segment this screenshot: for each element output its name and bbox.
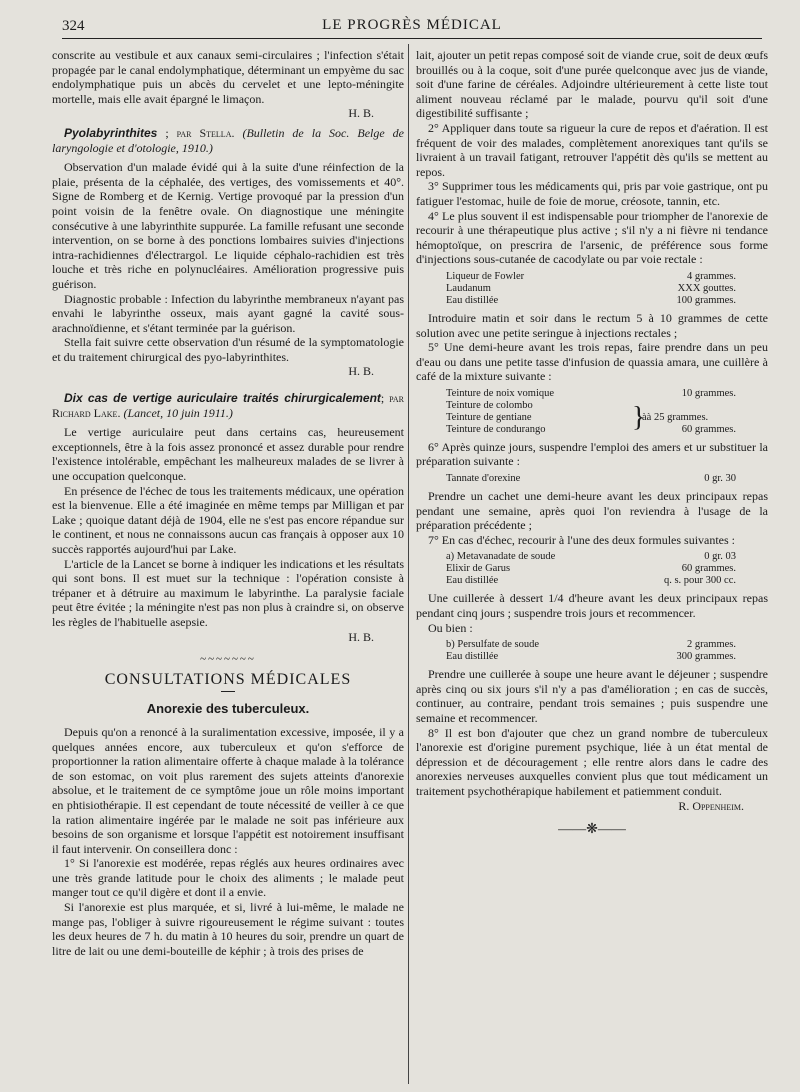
prescription-line: Elixir de Garus 60 grammes.: [446, 563, 736, 575]
prescription-formula: [446, 473, 736, 485]
prescription-line: b) Persulfate de soude 2 grammes.: [446, 639, 736, 651]
paragraph: 3° Supprimer tous les médicaments qui, pris par voie gastrique, ont pu fatiguer l'estomac, huile de foie de morue, créosote, tannin, etc.: [416, 179, 768, 208]
page-header: [62, 16, 762, 39]
section-title: CONSULTATIONS MÉDICALES: [104, 670, 352, 688]
paragraph: 2° Appliquer dans toute sa rigueur la cure de repos et d'aération. Il est fréquent de voir des malades, complètement anorexiques tant qu'ils se livraient à un travail fatigant, retrouver l'appétit dès qu'ils se mettent au repos.: [416, 120, 768, 179]
prescription-formula: [446, 551, 736, 587]
paragraph: L'article de la Lancet se borne à indiquer les indications et les résultats qui sont bons. Il est muet sur la technique : l'opération consiste à trépaner et à détruire au maximum le labyrinthe. La paralysie faciale peut être évitée ; la méningite n'est pas non plus à craindre si, on observe les règles de l'habituelle asepsie.: [52, 556, 404, 629]
paragraph: 7° En cas d'échec, recourir à l'une des deux formules suivantes :: [428, 532, 736, 547]
paragraph: Observation d'un malade évidé qui à la suite d'une réinfection de la plaie, présenta de la céphalée, des vertiges, des vomissements et 40°. Signe de Romberg et de Kernig. Vertige provoqué par la pression d'un point voisin de la fenêtre ovale. On diagnostique une méningite consécutive à une labyrinthite suppurée. La famille refusant une seconde intervention, on se borne à des ponctions lombaires suivies d'injections intra-rachidiennes d'électrargol. Le liquide céphalo-rachidien est très louche et très riche en polynucléaires. Amélioration progressive puis guérison.: [52, 160, 404, 291]
title-rule: [221, 691, 235, 692]
paragraph: Ou bien :: [428, 620, 473, 635]
paragraph: Depuis qu'on a renoncé à la suralimentation excessive, imposée, il y a quelques années encore, aux tuberculeux et qu'on s'efforce de proportionner la ration alimentaire offerte à chaque malade à la tolérance de son estomac, on voit plus rarement des sujets atteints d'anorexie absolue, et le traitement de ce symptôme joue un rôle moins important en phtisiothérapie. Il est cependant de toute nécessité de veiller à ce que la ration alimentaire ingérée par le malade ne soit pas inférieure aux besoins de son organisme et lorsque l'appétit est notoirement insuffisant il faut intervenir. On conseillera donc :: [52, 724, 404, 856]
paragraph: conscrite au vestibule et aux canaux semi-circulaires ; l'infection s'était propagée par le canal endolymphatique, déterminant un empyème du sac endolymphatique puis un abcès du cervelet et une lepto-méningite mortelle, mais elle avait épargné le limaçon.: [52, 48, 404, 106]
prescription-line: Eau distillée 100 grammes.: [446, 294, 736, 306]
brace-glyph: }: [632, 401, 646, 433]
right-column: [416, 48, 768, 838]
review-entry-heading: Dix cas de vertige auriculaire traités chirurgicalement; par Richard Lake. (Lancet, 10 juin 1911.): [52, 391, 404, 420]
article-title: Anorexie des tuberculeux.: [146, 701, 310, 717]
prescription-formula: [446, 388, 736, 436]
author-initials: H. B.: [348, 629, 374, 644]
paragraph: Si l'anorexie est plus marquée, et si, livré à lui-même, le malade ne mange pas, l'obliger à suivre rigoureusement le régime suivant : toutes les deux heures de 7 h. du matin à 10 heures du soir, prendre un quart de litre de lait ou une demi-bouteille de képhir ; à trois des prises de: [52, 900, 404, 958]
prescription-line: Eau distillée 300 grammes.: [446, 651, 736, 663]
prescription-line: Eau distillée q. s. pour 300 cc.: [446, 575, 736, 587]
prescription-line: Teinture de condurango 60 grammes.: [446, 423, 736, 435]
paragraph: Stella fait suivre cette observation d'un résumé de la symptomatologie et du traitement chirurgical des pyo-labyrinthites.: [52, 335, 404, 364]
prescription-formula: [446, 639, 736, 663]
paragraph: Introduire matin et soir dans le rectum 5 à 10 grammes de cette solution avec une petite seringue à injections rectales ;: [416, 310, 768, 340]
paragraph: lait, ajouter un petit repas composé soit de viande crue, soit de deux œufs brouillés ou à la coque, soit d'une purée quelconque avec jus de viande, soit d'une farine de céréales. Adjoindre ultérieurement à cette liste tout aliment nouveau réclamé par le malade, pourvu qu'il soit d'une digestibilité suffisante ;: [416, 48, 768, 121]
author-initials: H. B.: [348, 106, 374, 121]
prescription-line: Tannate d'orexine 0 gr. 30: [446, 473, 736, 485]
paragraph: Prendre une cuillerée à soupe une heure avant le déjeuner ; suspendre après cinq ou six jours s'il n'y a pas d'amélioration ; en cas de succès, continuer, au contraire, pendant trois semaines ; puis suspendre une semaine et recommencer.: [416, 667, 768, 725]
paragraph: 4° Le plus souvent il est indispensable pour triompher de l'anorexie de recourir à une thérapeutique plus active ; s'il n'y a ni fièvre ni tendance hémoptoïque, on prescrira de l'arsenic, de préférence sous forme d'injections sous-cutanée de cacodylate ou par voie rectale :: [416, 208, 768, 267]
paragraph: En présence de l'échec de tous les traitements médicaux, une opération est la bienvenue. Elle a été imaginée en même temps par Milligan et par Lake ; quoique datant déjà de 1904, elle ne s'est pas encore répandue sur le continent, et nous ne connaissons aucun cas français à opposer aux 10 succès rapportés aujourd'hui par Lake.: [52, 483, 404, 556]
paragraph: Le vertige auriculaire peut dans certains cas, heureusement exceptionnels, être à la fois assez prononcé et assez durable pour rendre l'existence intolérable, empêchant les malheureux malades de se livrer à une occupation quelconque.: [52, 425, 404, 484]
paragraph: 5° Une demi-heure avant les trois repas, faire prendre dans un peu d'eau ou dans une petite tasse d'infusion de quassia amara, une cuillère à café de la mixture suivante :: [416, 340, 768, 384]
prescription-line: a) Metavanadate de soude 0 gr. 03: [446, 551, 736, 563]
author-signature: R. Oppenheim.: [678, 798, 744, 813]
paragraph: 8° Il est bon d'ajouter que chez un grand nombre de tuberculeux l'anorexie est d'origine purement psychique, liée à un état mental de dépression et de découragement ; elle rentre alors dans le cadre des anorexies nerveuses auxquelles convient plus que tout médicament un traitement psychothérapique habilement et patiemment conduit.: [416, 725, 768, 798]
prescription-line: Liqueur de Fowler 4 grammes.: [446, 270, 736, 282]
left-column: [52, 48, 404, 958]
end-ornament: ——❋——: [558, 822, 626, 838]
column-divider: [408, 44, 409, 1084]
page-number: 324: [62, 18, 85, 34]
bracket-dose: àà 25 grammes.: [642, 411, 709, 423]
prescription-line: Teinture de colombo: [446, 399, 533, 411]
paragraph: 6° Après quinze jours, suspendre l'emploi des amers et ur substituer la préparation suivante :: [416, 439, 768, 469]
section-ornament: ~~~~~~~: [200, 653, 256, 666]
author-initials: H. B.: [348, 364, 374, 379]
review-entry-heading: Pyolabyrinthites ; par Stella. (Bulletin de la Soc. Belge de laryngologie et d'otologie, 1910.): [52, 125, 404, 155]
journal-title: LE PROGRÈS MÉDICAL: [322, 17, 502, 33]
paragraph: Prendre un cachet une demi-heure avant les deux principaux repas pendant une semaine, après quoi l'on reviendra à l'usage de la préparation précédente ;: [416, 489, 768, 533]
paragraph: 1° Si l'anorexie est modérée, repas réglés aux heures ordinaires avec une très grande latitude pour le choix des aliments ; le malade peut manger tout ce qu'il digère et dont il a envie.: [52, 856, 404, 900]
paragraph: Diagnostic probable : Infection du labyrinthe membraneux n'ayant pas envahi le labyrinthe osseux, mais ayant gagné la cavité sous-arachnoïdienne, et s'étant terminée par la guérison.: [52, 291, 404, 335]
prescription-line: Teinture de noix vomique 10 grammes.: [446, 387, 736, 399]
paragraph: Une cuillerée à dessert 1/4 d'heure avant les deux principaux repas pendant cinq jours ; suspendre trois jours et recommencer.: [416, 591, 768, 621]
prescription-line: Teinture de gentiane: [446, 411, 532, 423]
prescription-formula: [446, 271, 736, 307]
prescription-line: Laudanum XXX gouttes.: [446, 282, 736, 294]
